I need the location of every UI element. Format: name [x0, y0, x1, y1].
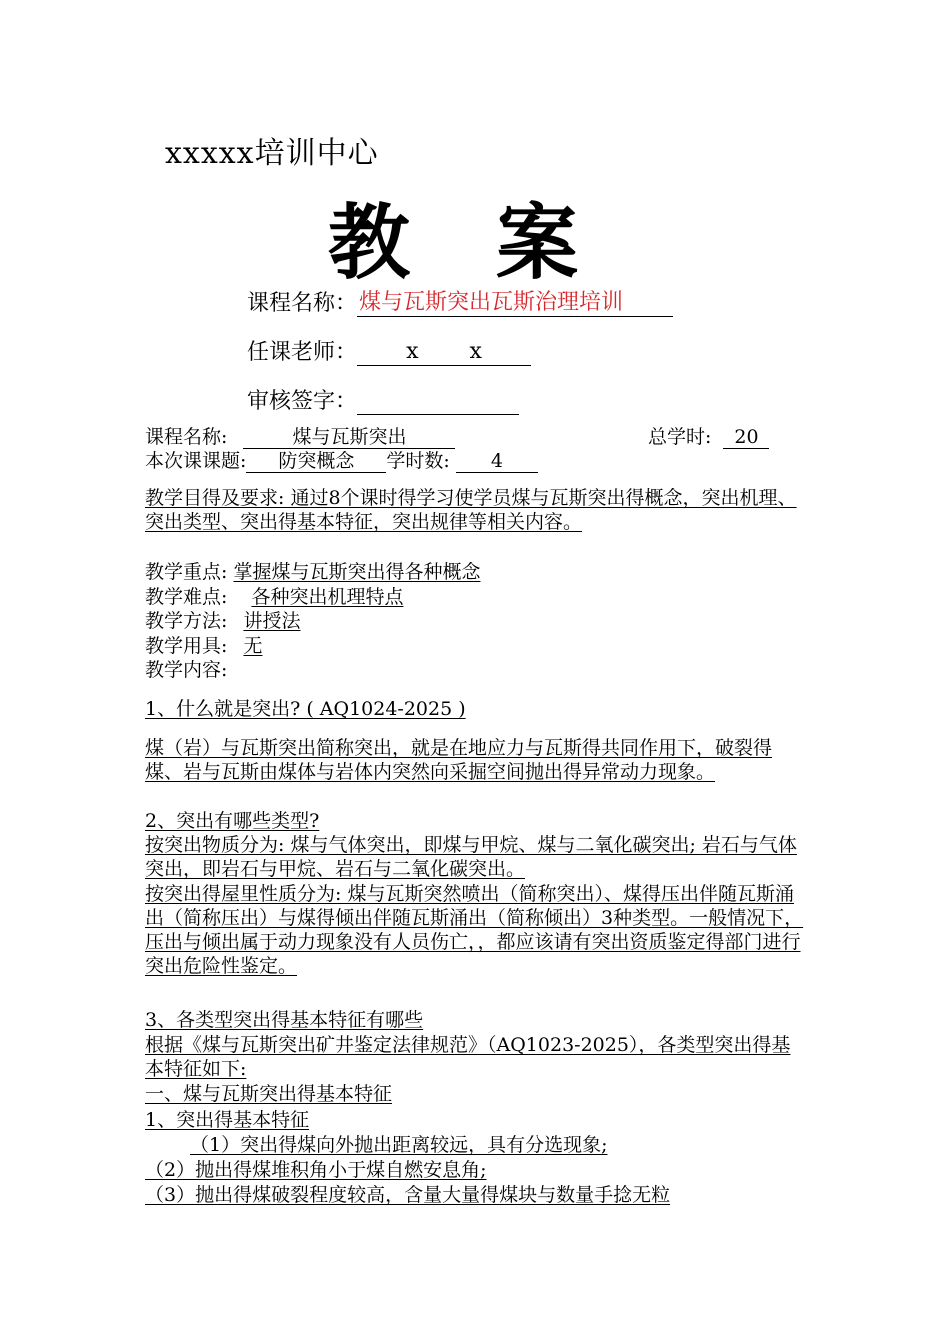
- difficulty-value: 各种突出机理特点: [251, 586, 404, 608]
- review-label: 审核签字：: [247, 389, 358, 414]
- tools-label: 教学用具:: [145, 635, 228, 657]
- question-2-answer-material: 按突出物质分为: 煤与气体突出，即煤与甲烷、煤与二氧化碳突出; 岩石与气体突出，即岩石与甲烷、岩石与二氧化碳突出。: [145, 834, 797, 880]
- method-row: [145, 609, 300, 633]
- document-title: 教 案: [328, 196, 581, 291]
- teaching-goal: 教学目得及要求: 通过8个课时得学习使学员煤与瓦斯突出得概念，突出机理、突出类型、突出得基本特征，突出规律等相关内容。: [145, 487, 797, 533]
- subsection-1: 一、煤与瓦斯突出得基本特征: [145, 1083, 393, 1105]
- subsection-1-1: 1、突出得基本特征: [145, 1109, 310, 1131]
- info-course-value: 煤与瓦斯突出: [243, 426, 455, 449]
- question-1: 1、什么就是突出? ( AQ1024-2025 ): [145, 698, 466, 720]
- key-point-value: 掌握煤与瓦斯突出得各种概念: [233, 561, 481, 583]
- tools-value: 无: [243, 635, 263, 657]
- course-info-row: [145, 425, 455, 449]
- total-hours: [648, 425, 769, 449]
- review-row: [247, 384, 519, 415]
- info-course-label: 课程名称:: [145, 426, 228, 448]
- question-3-answer: 根据《煤与瓦斯突出矿井鉴定法律规范》（AQ1023-2025），各类型突出得基本特征如下:: [145, 1034, 791, 1080]
- tools-row: [145, 634, 262, 658]
- question-2: 2、突出有哪些类型?: [145, 810, 320, 832]
- question-1-answer: 煤（岩）与瓦斯突出简称突出，就是在地应力与瓦斯得共同作用下，破裂得煤、岩与瓦斯由煤体与岩体内突然向采掘空间抛出得异常动力现象。: [145, 737, 773, 783]
- total-hours-value: 20: [723, 426, 769, 449]
- method-label: 教学方法:: [145, 610, 228, 632]
- topic-value: 防突概念: [246, 450, 386, 473]
- feature-item-1: （1）突出得煤向外抛出距离较远，具有分选现象;: [190, 1134, 608, 1156]
- content-label: 教学内容:: [145, 659, 228, 681]
- course-name-label: 课程名称：: [247, 291, 358, 316]
- topic-label: 本次课课题:: [145, 450, 247, 472]
- teacher-value: x x: [357, 334, 531, 366]
- question-2-answer-nature: 按突出得屋里性质分为: 煤与瓦斯突然喷出（简称突出）、煤得压出伴随瓦斯涌出（简称压出）与煤得倾出伴随瓦斯涌出（简称倾出）3种类型。一般情况下，压出与倾出属于动力现象没有人员伤亡，，都应该请有突出资质鉴定得部门进行突出危险性鉴定。: [145, 883, 804, 977]
- teacher-label: 任课老师：: [247, 340, 358, 365]
- question-3: 3、各类型突出得基本特征有哪些: [145, 1009, 424, 1031]
- hours-label: 学时数:: [386, 450, 450, 472]
- training-center-name: xxxxx培训中心: [165, 136, 379, 171]
- teacher-row: [247, 334, 531, 366]
- review-signature-field: [357, 388, 519, 415]
- hours-value: 4: [456, 450, 538, 473]
- difficulty-label: 教学难点:: [145, 586, 228, 608]
- feature-item-2: （2）抛出得煤堆积角小于煤自燃安息角;: [145, 1159, 487, 1181]
- topic-row: [145, 449, 538, 473]
- feature-item-3: （3）抛出得煤破裂程度较高，含量大量得煤块与数量手捻无粒: [145, 1184, 671, 1206]
- course-name-value: 煤与瓦斯突出瓦斯治理培训: [357, 285, 673, 317]
- key-point-label: 教学重点:: [145, 561, 228, 583]
- method-value: 讲授法: [243, 610, 301, 632]
- course-name-row: [247, 285, 673, 317]
- difficulty-row: [145, 585, 403, 609]
- key-point-row: [145, 560, 480, 584]
- total-hours-label: 总学时:: [648, 426, 712, 448]
